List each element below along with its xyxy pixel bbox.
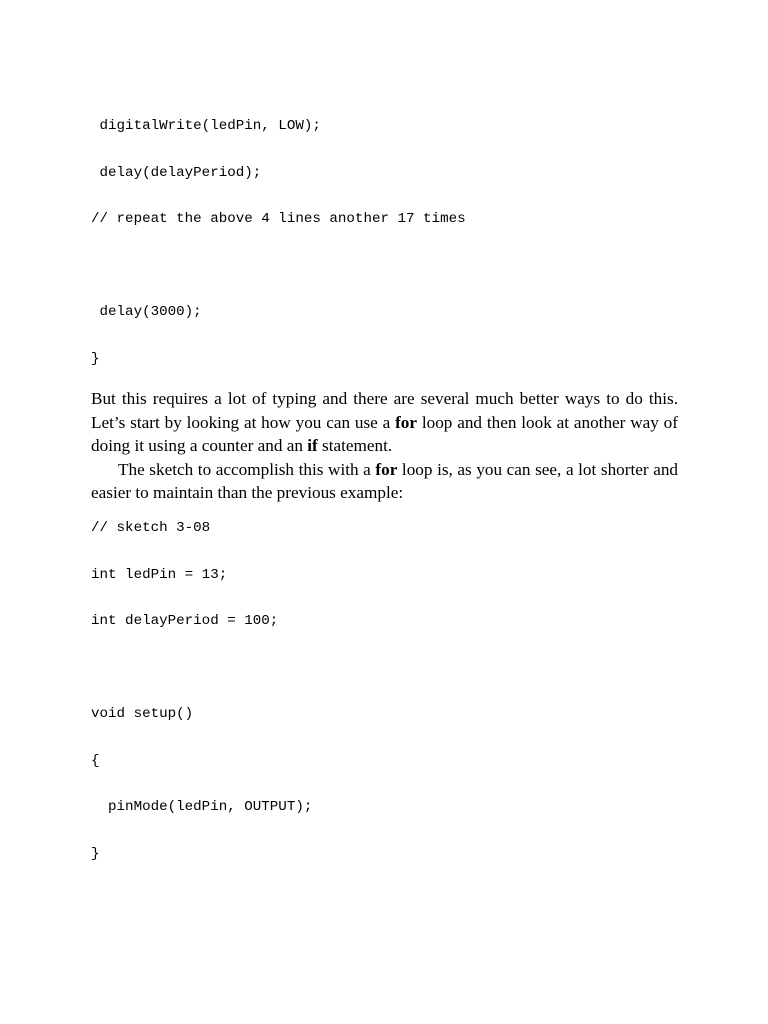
code-line: pinMode(ledPin, OUTPUT); xyxy=(91,799,313,815)
code-opening-brace: { xyxy=(91,753,100,769)
paragraph-text: loop and then look at another way of doing it using a counter and an xyxy=(91,412,678,455)
code-line: delay(delayPeriod); xyxy=(91,165,262,181)
code-line: digitalWrite(ledPin, LOW); xyxy=(91,118,321,134)
keyword-if: if xyxy=(307,436,318,455)
body-text xyxy=(91,387,678,505)
code-closing-brace: } xyxy=(91,351,100,367)
paragraph-text: statement. xyxy=(317,436,393,455)
code-line: delay(3000); xyxy=(91,304,202,320)
paragraph-1 xyxy=(91,387,678,458)
code-comment-line: // sketch 3-08 xyxy=(91,520,211,536)
code-line: int ledPin = 13; xyxy=(91,567,228,583)
keyword-for: for xyxy=(375,459,398,479)
paragraph-text: loop is, as you can see, a lot shorter and easier to maintain than the previous example: xyxy=(91,459,679,502)
keyword-for: for xyxy=(395,412,418,432)
paragraph-text: The sketch to accomplish this with a xyxy=(118,459,376,479)
paragraph-text: But this requires a lot of typing and there are several much better ways to do this. Let’s start by looking at how you can use a xyxy=(91,389,678,432)
code-closing-brace: } xyxy=(91,846,100,862)
code-line: int delayPeriod = 100; xyxy=(91,613,279,629)
paragraph-2 xyxy=(91,458,678,505)
code-line: void setup() xyxy=(91,706,194,722)
code-comment-line: // repeat the above 4 lines another 17 times xyxy=(91,211,466,227)
